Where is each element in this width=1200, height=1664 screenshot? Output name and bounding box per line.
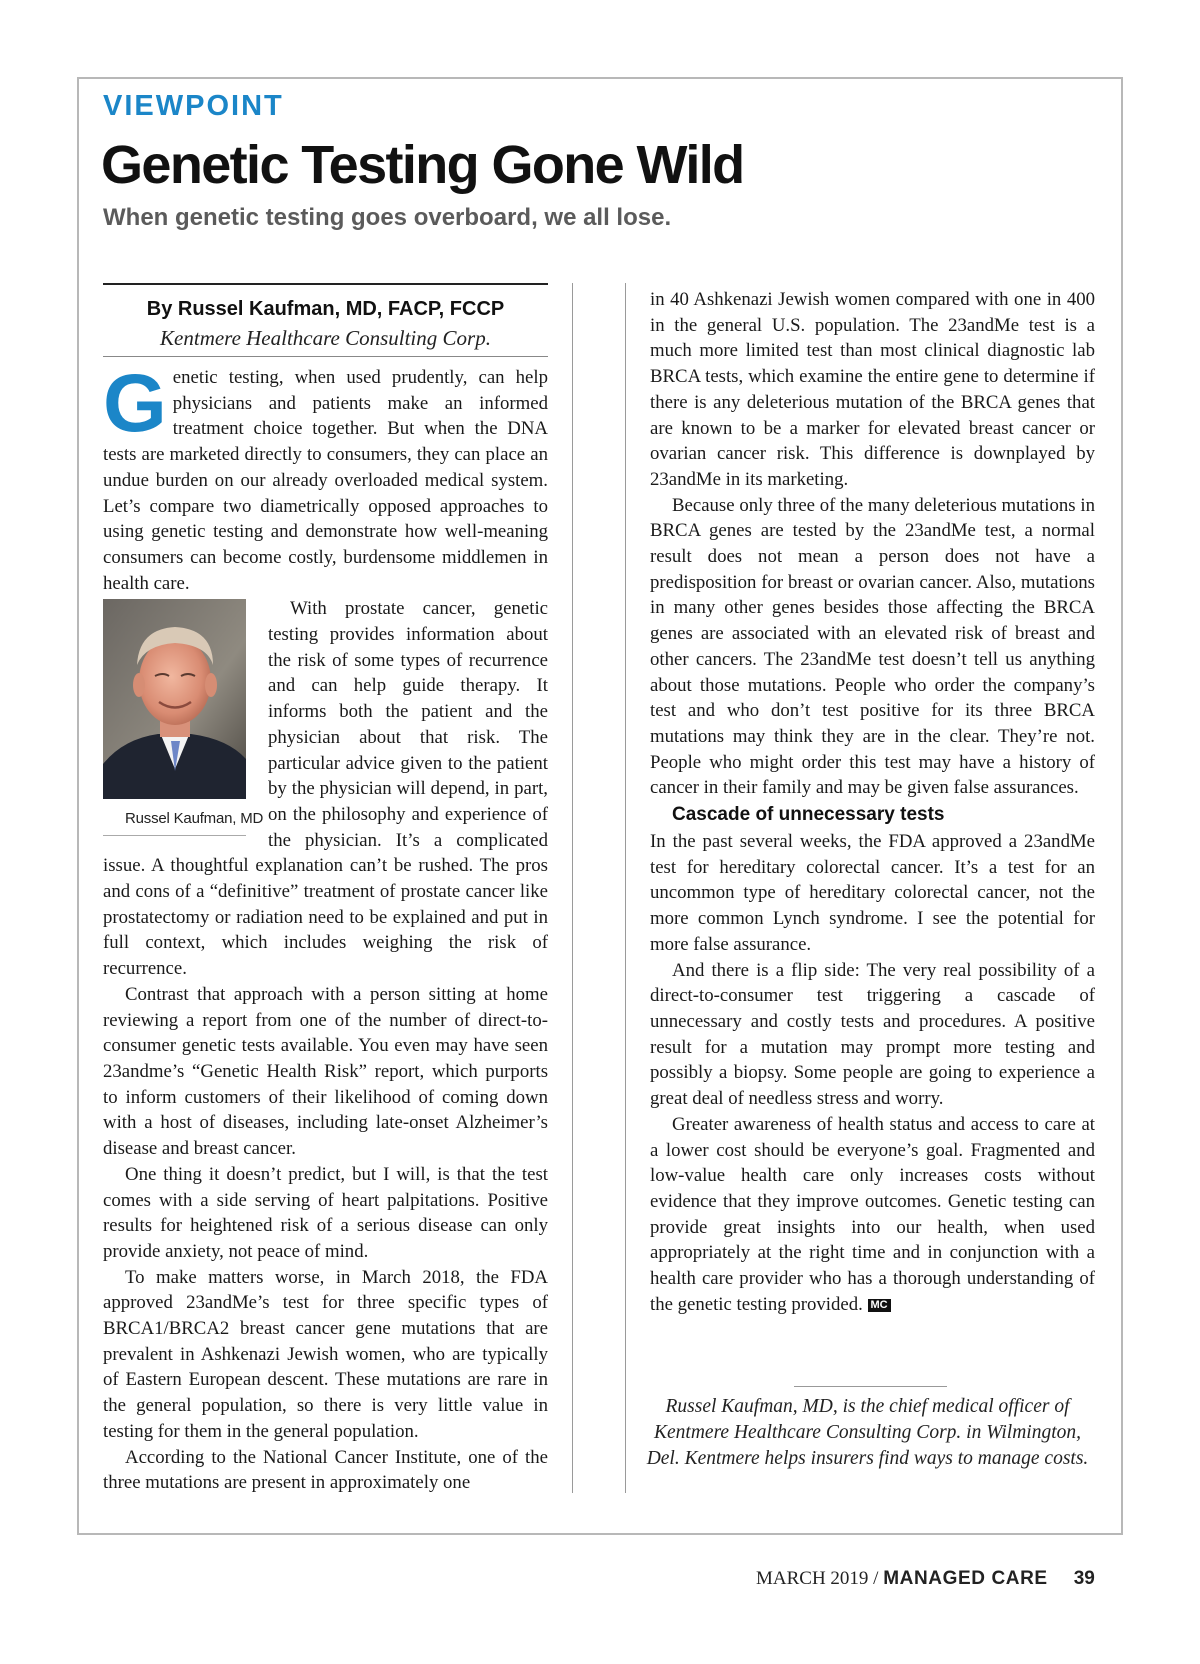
column-divider-left (572, 283, 573, 1493)
page-number: 39 (1073, 1568, 1095, 1589)
body-paragraph: And there is a flip side: The very real possibility of a direct-to-consumer test triggering a cascade of unnecessary and costly tests and procedures. A positive result for a mutation may prompt more testing and possibly a biopsy. Some people are going to experience a great deal of needless stress and worry. (650, 959, 1095, 1110)
body-paragraph (103, 358, 548, 596)
body-paragraph: in 40 Ashkenazi Jewish women compared with one in 400 in the general U.S. population. The 23andMe test is a much more limited test than most clinical diagnostic lab BRCA tests, which examine the entire gene to determine if there is any deleterious mutation of the BRCA genes that are known to be a marker for elevated breast cancer or ovarian cancer risk. This difference is downplayed by 23andMe in its marketing. (650, 289, 1095, 490)
article-dek: When genetic testing goes overboard, we all lose. (103, 204, 672, 231)
body-paragraph: In the past several weeks, the FDA approved a 23andMe test for hereditary colorectal cancer. It’s a test for an uncommon type of hereditary colorectal cancer, not the more common Lynch syndrome. I see the potential for more false assurance. (650, 831, 1095, 955)
byline (103, 295, 548, 353)
body-paragraph: Because only three of the many deleterious mutations in BRCA genes are tested by the 23andMe test, a normal result does not mean a person does not have a predisposition for breast or ovarian cancer. Also, mutations in many other genes besides those affecting the BRCA genes are associated with an elevated risk of breast and other cancers. The 23andMe test doesn’t tell us anything about those mutations. People who order the company’s test and who don’t test positive for its three BRCA mutations may think they are in the clear. They’re not. People who might order this test may have a history of cancer in their family and may be given false assurances. (650, 494, 1095, 799)
column-left (103, 358, 548, 1496)
body-paragraph: To make matters worse, in March 2018, the FDA approved 23andMe’s test for three specific types of BRCA1/BRCA2 breast cancer gene mutations that are prevalent in Ashkenazi Jewish women, who are typically of Eastern European descent. These mutations are rare in the general population, so there is very little value in testing for them in the general population. (103, 1266, 548, 1442)
bio-rule (794, 1386, 947, 1387)
section-subhead: Cascade of unnecessary tests (672, 804, 945, 826)
author-bio: Russel Kaufman, MD, is the chief medical officer of Kentmere Healthcare Consulting Corp. in Wilmington, Del. Kentmere helps insurers find ways to manage costs. (646, 1396, 1089, 1469)
byline-bottom-rule (103, 356, 548, 357)
author-photo (103, 599, 246, 799)
column-divider-right (625, 283, 626, 1493)
end-mark-icon: MC (868, 1299, 891, 1312)
article-title: Genetic Testing Gone Wild (101, 135, 744, 195)
body-paragraph: One thing it doesn’t predict, but I will, is that the test comes with a side serving of heart palpitations. Positive results for heightened risk of a serious disease can only provide anxiety, not peace of mind. (103, 1163, 548, 1262)
page-footer (756, 1568, 1095, 1590)
author-organization: Kentmere Healthcare Consulting Corp. (160, 326, 491, 350)
body-paragraph (103, 596, 548, 982)
body-paragraph: Contrast that approach with a person sitting at home reviewing a report from one of the number of direct-to-consumer genetic tests available. You even may have seen 23andme’s “Genetic Health Risk” report, which purports to inform customers of their likelihood of coming down with a host of diseases, including late-onset Alzheimer’s disease and breast cancer. (103, 983, 548, 1160)
body-paragraph (650, 1112, 1095, 1318)
body-text: enetic testing, when used prudently, can help physicians and patients make an informed treatment choice together. But when the DNA tests are marketed directly to consumers, they can place an undue burden on our already overloaded medical system. Let’s compare two diametrically opposed approaches to using genetic testing and demonstrate how well-meaning consumers can become costly, burdensome middlemen in health care. (103, 367, 548, 594)
drop-cap: G (103, 358, 167, 449)
byline-top-rule (103, 283, 548, 285)
column-right (650, 287, 1095, 1317)
body-text: Greater awareness of health status and access to care at a lower cost should be everyone’s goal. Fragmented and low-value health care only increases costs without evidence that they improve outcomes. Genetic testing can provide great insights into our health, when used appropriately at the right time and in conjunction with a health care provider who has a thorough understanding of the genetic testing provided. (650, 1113, 1095, 1315)
body-text: With prostate cancer, genetic testing provides information about the risk of some types of recurrence and can help guide therapy. It informs both the patient and the physician about that risk. The particular advice given to the patient by the physician will depend, in part, on the philosophy and experience of the physician. It’s a complicated issue. A thoughtful explanation can’t be rushed. The pros and cons of a “definitive” treatment of prostate cancer like prostatectomy or radiation need to be explained and put in full context, which includes weighing the risk of recurrence. (103, 598, 548, 980)
author-name: By Russel Kaufman, MD, FACP, FCCP (146, 298, 505, 320)
author-photo-figure (103, 599, 264, 846)
footer-publication: MANAGED CARE (883, 1568, 1048, 1589)
photo-caption-rule (103, 835, 246, 836)
section-kicker: VIEWPOINT (103, 90, 284, 122)
body-paragraph: According to the National Cancer Institute, one of the three mutations are present in approximately one (103, 1446, 548, 1494)
footer-issue: MARCH 2019 / (756, 1568, 884, 1589)
photo-caption: Russel Kaufman, MD (125, 810, 264, 828)
